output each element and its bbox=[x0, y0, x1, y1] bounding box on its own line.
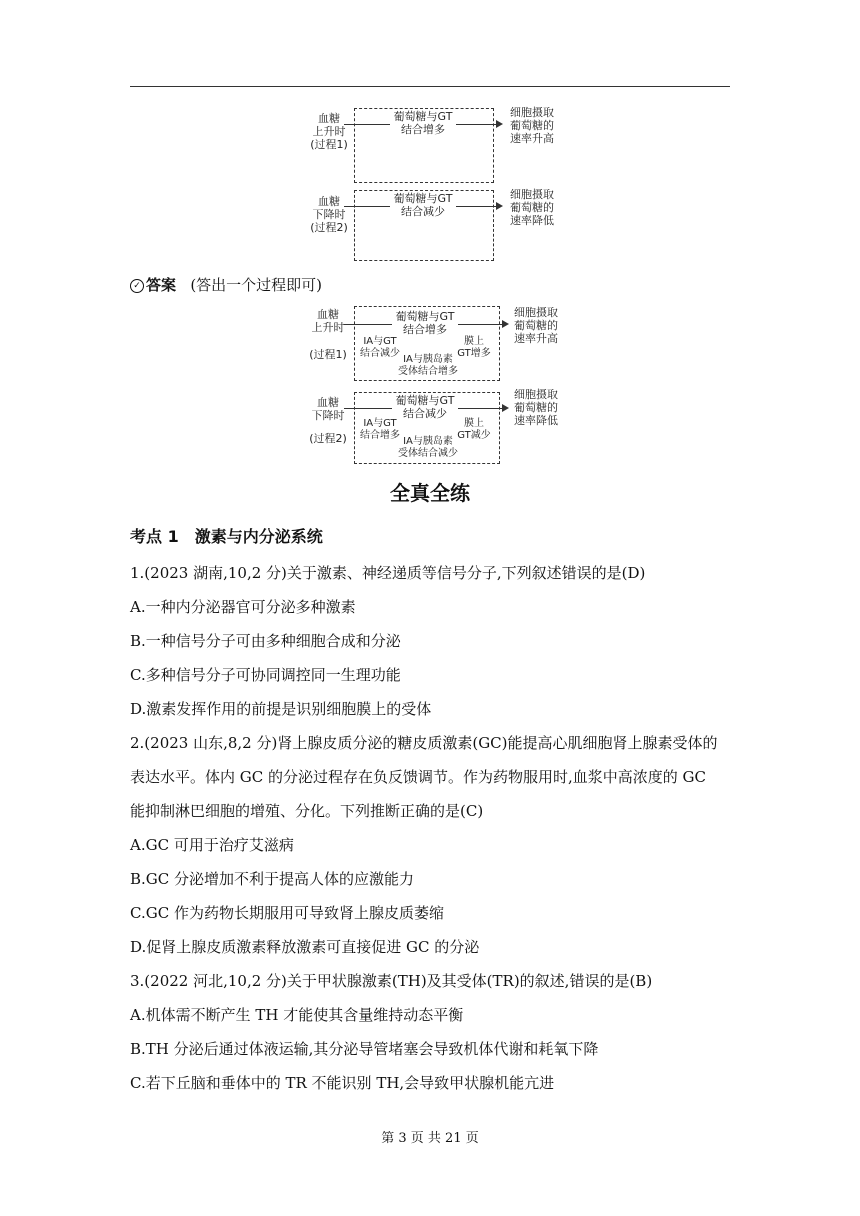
answer-label: 答案 bbox=[146, 276, 177, 294]
glucose-diagram bbox=[300, 100, 600, 270]
answer-row1-membrane: 膜上 GT增多 bbox=[457, 336, 491, 359]
question-3 bbox=[130, 964, 730, 1100]
question-1-option-b: B.一种信号分子可由多种细胞合成和分泌 bbox=[130, 632, 401, 650]
question-2-option-b: B.GC 分泌增加不利于提高人体的应激能力 bbox=[130, 870, 415, 888]
question-2-stem-line: 能抑制淋巴细胞的增殖、分化。下列推断正确的是(C) bbox=[130, 802, 484, 820]
answer-row1-ia: IA与GT 结合减少 bbox=[360, 336, 400, 359]
question-1-option-d: D.激素发挥作用的前提是识别细胞膜上的受体 bbox=[130, 700, 432, 718]
answer-row1-center: 葡萄糖与GT 结合增多 bbox=[392, 310, 458, 336]
question-3-option-a: A.机体需不断产生 TH 才能使其含量维持动态平衡 bbox=[130, 1006, 464, 1024]
question-3-option-b: B.TH 分泌后通过体液运输,其分泌导管堵塞会导致机体代谢和耗氧下降 bbox=[130, 1040, 599, 1058]
answer-line bbox=[130, 274, 322, 295]
answer-row1-left: 血糖 上升时 bbox=[311, 308, 345, 334]
answer-row2-ia: IA与GT 结合增多 bbox=[360, 418, 400, 441]
question-3-option-c: C.若下丘脑和垂体中的 TR 不能识别 TH,会导致甲状腺机能亢进 bbox=[130, 1074, 555, 1092]
diagram-row2-right: 细胞摄取 葡萄糖的 速率降低 bbox=[510, 188, 554, 227]
answer-row1-receptor: IA与胰岛素 受体结合增多 bbox=[398, 354, 458, 377]
question-2-option-a: A.GC 可用于治疗艾滋病 bbox=[130, 836, 294, 854]
diagram-row2-left: 血糖 下降时 (过程2) bbox=[310, 195, 348, 234]
answer-diagram bbox=[300, 300, 600, 470]
question-1-option-a: A.一种内分泌器官可分泌多种激素 bbox=[130, 598, 356, 616]
question-1 bbox=[130, 556, 730, 726]
question-2 bbox=[130, 726, 730, 964]
question-2-option-d: D.促肾上腺皮质激素释放激素可直接促进 GC 的分泌 bbox=[130, 938, 480, 956]
arrowhead-icon bbox=[496, 120, 503, 128]
answer-row2-left: 血糖 下降时 bbox=[311, 396, 345, 422]
arrowhead-icon bbox=[496, 202, 503, 210]
question-3-stem: 3.(2022 河北,10,2 分)关于甲状腺激素(TH)及其受体(TR)的叙述,错误的是(B) bbox=[130, 972, 653, 990]
question-1-option-c: C.多种信号分子可协同调控同一生理功能 bbox=[130, 666, 401, 684]
answer-note: (答出一个过程即可) bbox=[190, 276, 323, 294]
question-2-stem-line: 2.(2023 山东,8,2 分)肾上腺皮质分泌的糖皮质激素(GC)能提高心肌细胞肾上腺素受体的 bbox=[130, 734, 718, 752]
arrowhead-icon bbox=[502, 320, 509, 328]
question-2-option-c: C.GC 作为药物长期服用可导致肾上腺皮质萎缩 bbox=[130, 904, 444, 922]
header-rule bbox=[130, 86, 730, 87]
section-title: 全真全练 bbox=[390, 481, 470, 505]
answer-row2-process: (过程2) bbox=[309, 432, 347, 445]
arrowhead-icon bbox=[502, 404, 509, 412]
diagram-row2-center: 葡萄糖与GT 结合减少 bbox=[390, 192, 456, 218]
check-icon: ✓ bbox=[130, 279, 144, 293]
answer-row2-receptor: IA与胰岛素 受体结合减少 bbox=[398, 436, 458, 459]
page-footer: 第 3 页 共 21 页 bbox=[381, 1131, 479, 1146]
answer-row1-process: (过程1) bbox=[309, 348, 347, 361]
question-2-stem-line: 表达水平。体内 GC 的分泌过程存在负反馈调节。作为药物服用时,血浆中高浓度的 GC bbox=[130, 768, 706, 786]
diagram-row1-center: 葡萄糖与GT 结合增多 bbox=[390, 110, 456, 136]
answer-row2-membrane: 膜上 GT减少 bbox=[457, 418, 491, 441]
question-1-stem: 1.(2023 湖南,10,2 分)关于激素、神经递质等信号分子,下列叙述错误的是(D) bbox=[130, 564, 646, 582]
topic-heading: 考点 1 激素与内分泌系统 bbox=[130, 527, 323, 546]
answer-row2-center: 葡萄糖与GT 结合减少 bbox=[392, 394, 458, 420]
diagram-row1-left: 血糖 上升时 (过程1) bbox=[310, 112, 348, 151]
answer-row1-right: 细胞摄取 葡萄糖的 速率升高 bbox=[514, 306, 558, 345]
answer-row2-right: 细胞摄取 葡萄糖的 速率降低 bbox=[514, 388, 558, 427]
diagram-row1-right: 细胞摄取 葡萄糖的 速率升高 bbox=[510, 106, 554, 145]
